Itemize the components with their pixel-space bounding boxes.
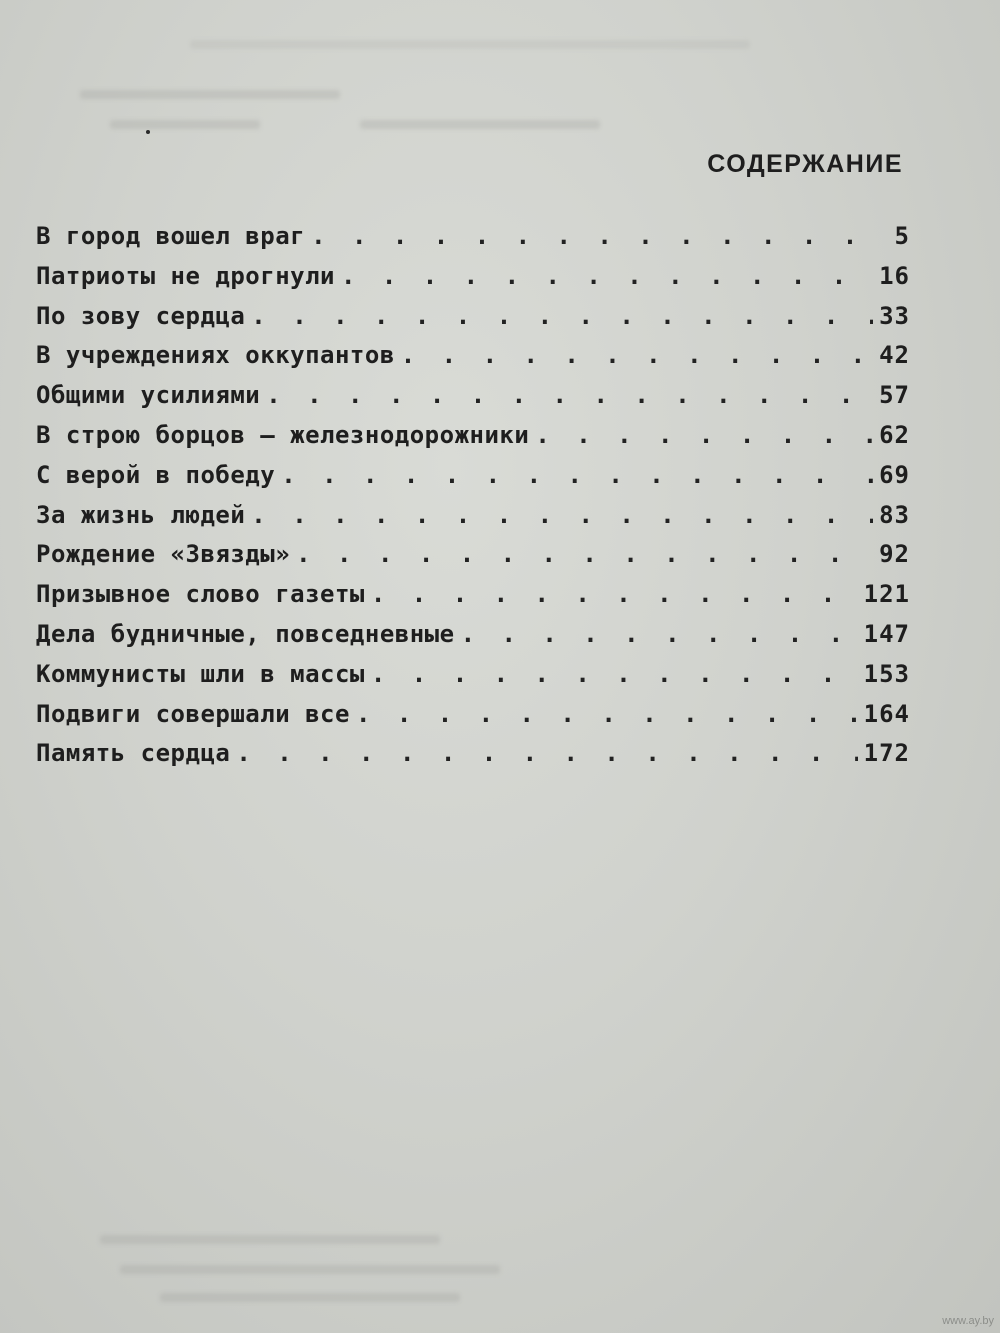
toc-entry-title: В строю борцов — железнодорожники [36,420,530,449]
toc-entry [36,580,910,620]
toc-entry-page-number: 147 [863,619,910,648]
toc-entry-title: Призывное слово газеты [36,580,365,609]
toc-dot-leader [341,262,873,290]
toc-dot-leader [251,302,873,330]
toc-entry-title: По зову сердца [36,301,246,330]
toc-entry [36,660,910,700]
toc-entry [36,262,910,302]
toc-dot-leader [266,381,873,409]
toc-dot-leader [296,540,873,568]
toc-entry-title: Общими усилиями [36,381,261,410]
toc-entry [36,540,910,580]
toc-dot-leader [461,620,858,648]
toc-dot-leader [535,421,873,449]
toc-entry-title: Патриоты не дрогнули [36,261,335,290]
toc-entry-page-number: 164 [863,699,910,728]
toc-dot-leader [371,660,858,688]
toc-dot-leader [281,461,857,489]
page-title: СОДЕРЖАНИЕ [707,150,903,178]
toc-entry-page-number: 172 [863,739,910,768]
toc-entry [36,739,910,779]
toc-entry-title: Подвиги совершали все [36,699,350,728]
toc-dot-leader [401,341,873,369]
toc-entry-title: В учреждениях оккупантов [36,341,395,370]
toc-entry-page-number: 16 [879,261,910,290]
toc-entry [36,501,910,541]
toc-entry-page-number: 33 [879,301,910,330]
toc-entry-page-number: 121 [863,580,910,609]
toc-entry-page-number: 57 [879,381,910,410]
toc-entry-title: Дела будничные, повседневные [36,619,455,648]
toc-entry-title: Рождение «Звязды» [36,540,291,569]
toc-entry-page-number: 92 [879,540,910,569]
toc-entry-title: Коммунисты шли в массы [36,659,365,688]
show-through-text-bottom [60,1235,580,1315]
toc-dot-leader [251,501,873,529]
toc-dot-leader [356,700,858,728]
toc-entry [36,222,910,262]
toc-entry-page-number: 83 [879,500,910,529]
toc-entry-page-number: 153 [863,659,910,688]
toc-entry [36,700,910,740]
toc-entry [36,421,910,461]
toc-entry-title: С верой в победу [36,460,276,489]
toc-entry [36,381,910,421]
toc-entry [36,302,910,342]
toc-entry-page-number: 42 [879,341,910,370]
toc-entry [36,620,910,660]
toc-entry-page-number: 62 [879,420,910,449]
toc-entry-page-number: .69 [863,460,910,489]
toc-entry-title: Память сердца [36,739,231,768]
toc-dot-leader [311,222,874,250]
watermark: www.ay.by [942,1315,994,1327]
toc-entry-page-number: 5 [894,222,910,250]
toc-entry-title: За жизнь людей [36,500,246,529]
table-of-contents [36,222,910,779]
toc-dot-leader [236,739,857,767]
toc-dot-leader [371,580,858,608]
ink-speck [146,130,150,134]
toc-entry-title: В город вошел враг [36,222,306,250]
toc-entry [36,341,910,381]
toc-entry [36,461,910,501]
